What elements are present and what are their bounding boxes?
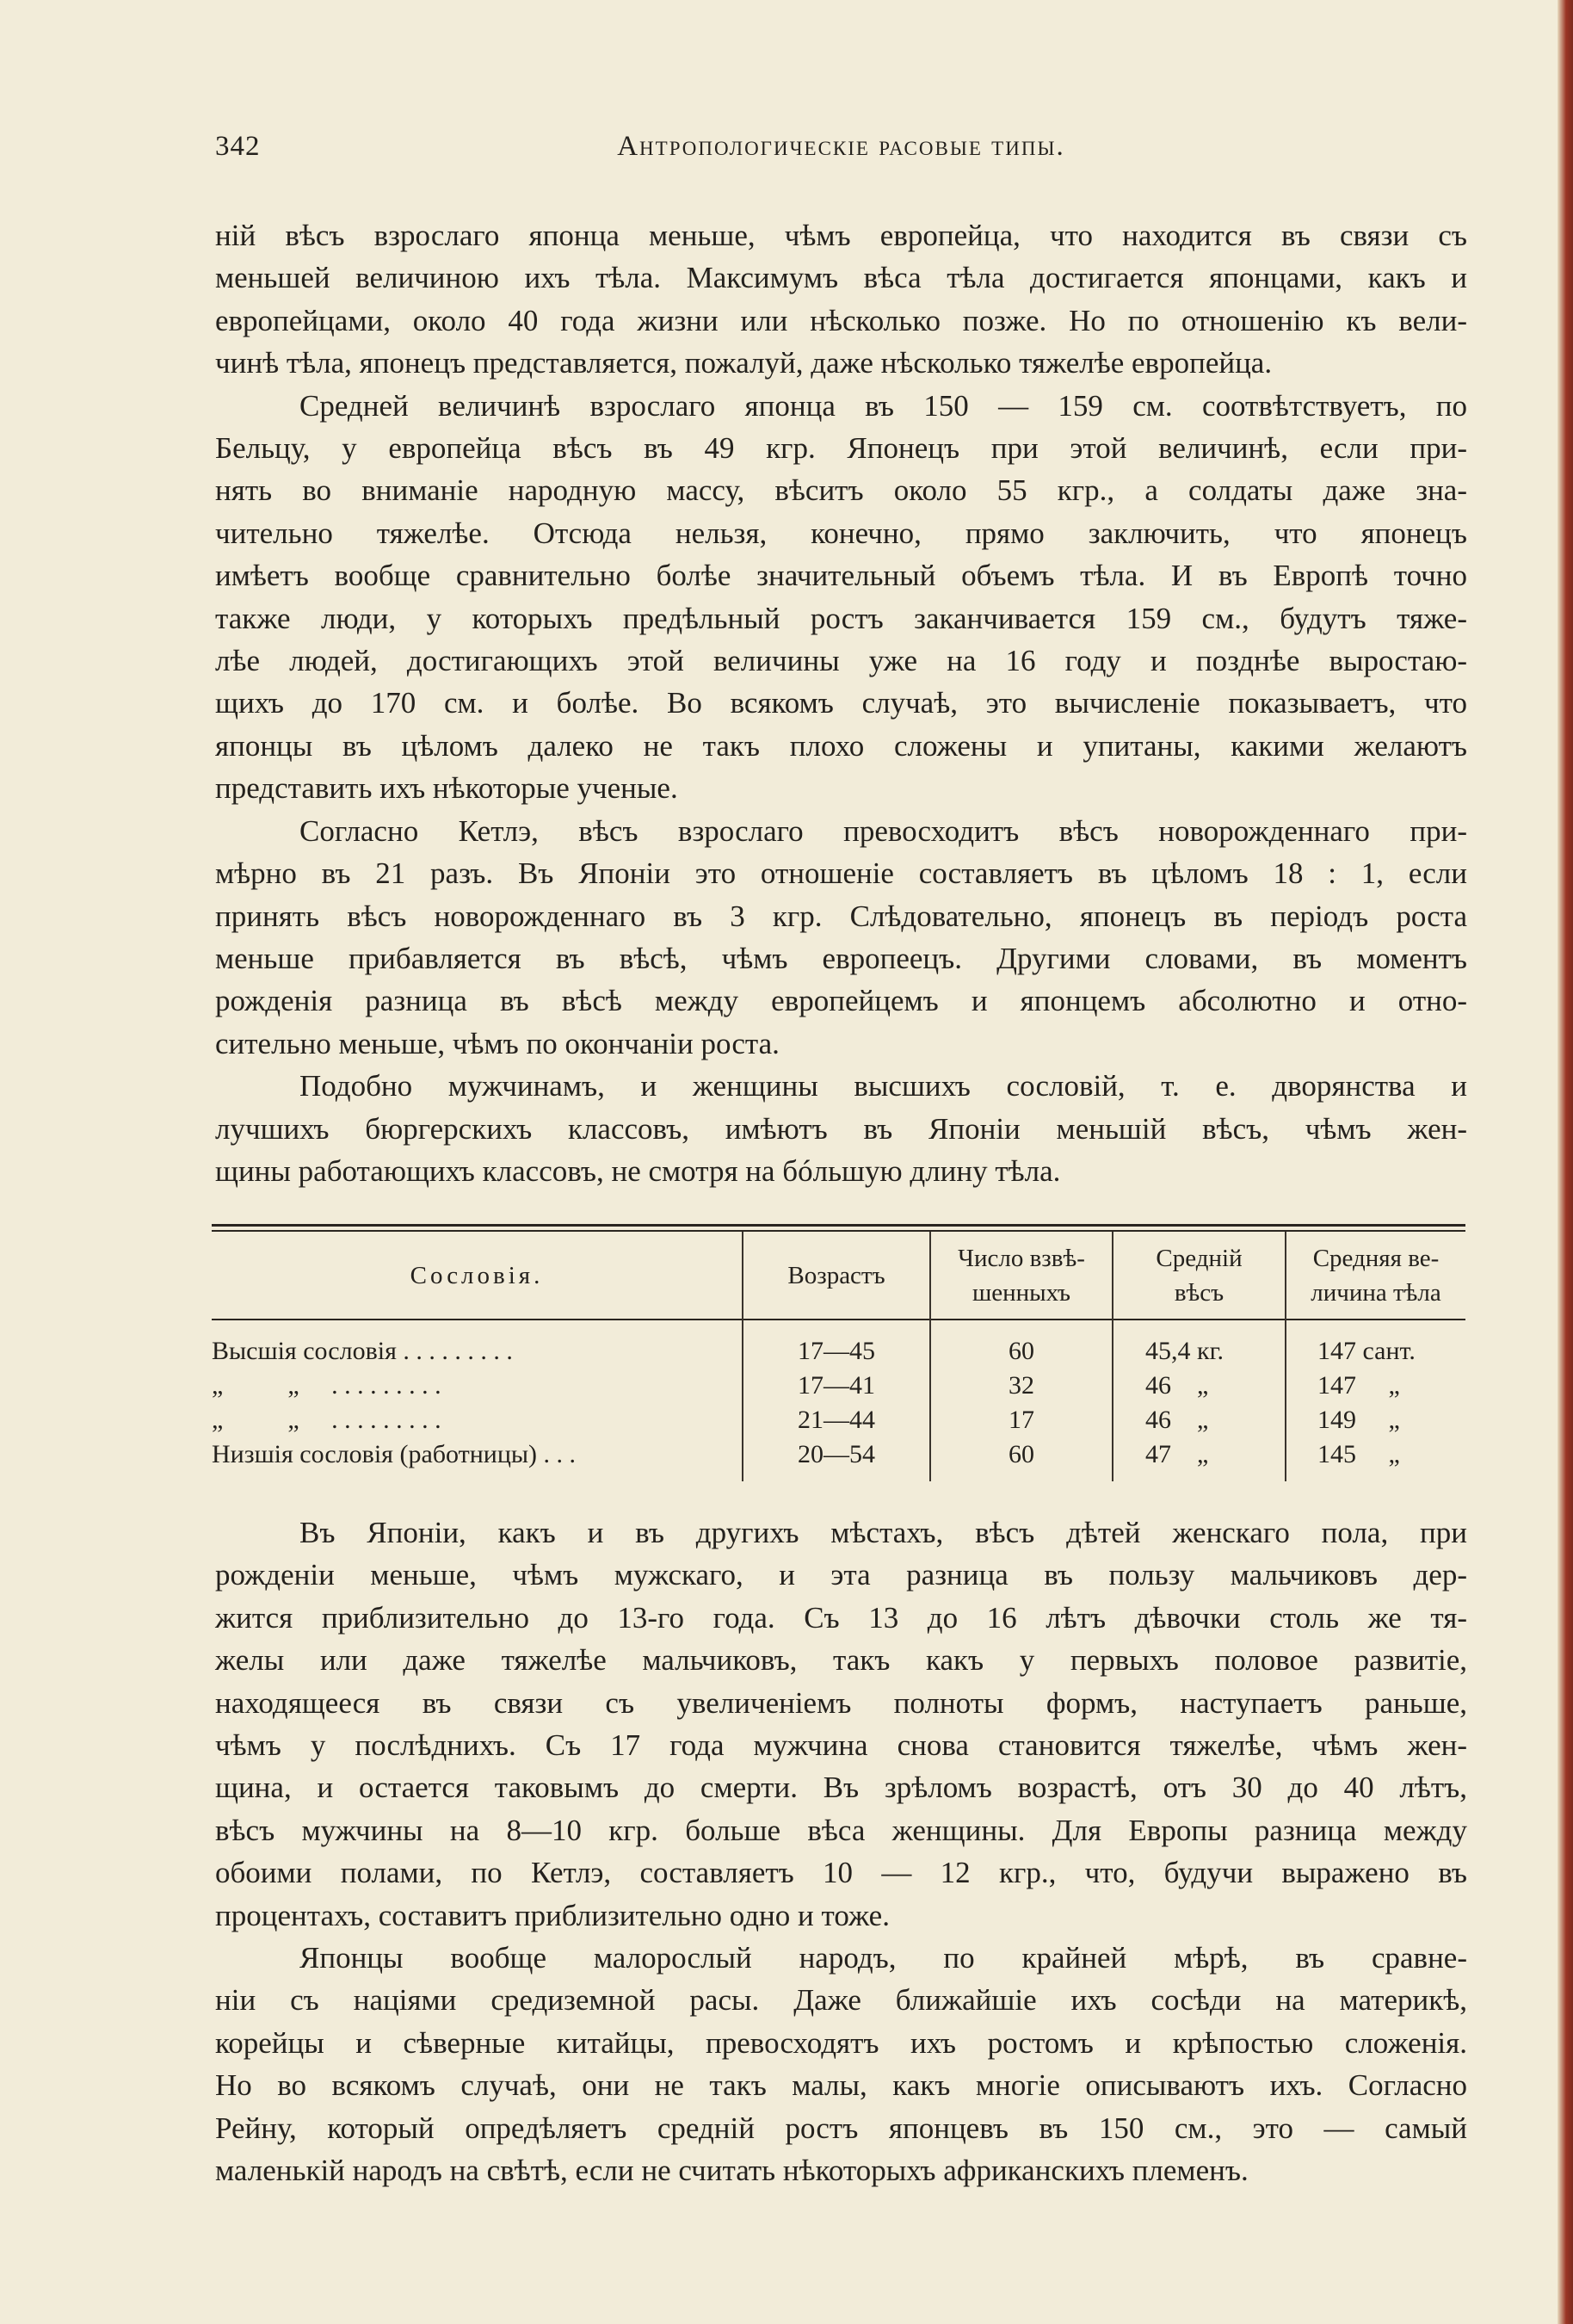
row-weight: 46 „: [1145, 1371, 1209, 1400]
text-line: маленькій народъ на свѣтѣ, если не считать нѣкоторыхъ африканскихъ племенъ.: [215, 2154, 1249, 2188]
paragraph: [215, 1937, 1467, 2191]
header-height: Средняя ве- личина тѣла: [1311, 1244, 1441, 1307]
text-line: ній вѣсъ взрослаго японца меньше, чѣмъ европейца, что находится въ связи съ: [215, 219, 1467, 252]
row-estate: „ „ . . . . . . . . .: [212, 1406, 441, 1434]
row-age: 17—41: [798, 1371, 875, 1400]
text-line: также люди, у которыхъ предѣльный ростъ заканчивается 159 см., будутъ тяже-: [215, 601, 1467, 635]
text-line: чѣмъ у послѣднихъ. Съ 17 года мужчина снова становится тяжелѣе, чѣмъ жен-: [215, 1728, 1467, 1763]
table-header-rule: [212, 1319, 1465, 1320]
text-line: чинѣ тѣла, японецъ представляется, пожалуй, даже нѣсколько тяжелѣе европейца.: [215, 346, 1273, 380]
text-line: рожденія разница въ вѣсѣ между европейцемъ и японцемъ абсолютно и отно-: [215, 984, 1467, 1018]
text-line: щины работающихъ классовъ, не смотря на бóльшую длину тѣла.: [215, 1153, 1061, 1188]
text-line: принять вѣсъ новорожденнаго въ 3 кгр. Слѣдовательно, японецъ въ періодъ роста: [215, 899, 1467, 933]
row-height: 149 „: [1317, 1406, 1400, 1434]
text-line: щихъ до 170 см. и болѣе. Во всякомъ случаѣ, это вычисленіе показываетъ, что: [215, 686, 1467, 720]
text-line: европейцами, около 40 года жизни или нѣсколько позже. Но по отношенію къ вели-: [215, 303, 1467, 337]
text-line: лучшихъ бюргерскихъ классовъ, имѣютъ въ Японіи меньшій вѣсъ, чѣмъ жен-: [215, 1111, 1467, 1146]
text-line: меньше прибавляется въ вѣсѣ, чѣмъ европеецъ. Другими словами, въ моментъ: [215, 941, 1467, 975]
running-title: Антропологическіе расовые типы.: [617, 131, 1065, 162]
row-estate: Низшія сословія (работницы) . . .: [212, 1440, 577, 1468]
row-count: 32: [1009, 1371, 1034, 1400]
row-height: 145 „: [1317, 1440, 1400, 1468]
text-line: жится приблизительно до 13-го года. Съ 13 до 16 лѣтъ дѣвочки столь же тя-: [215, 1600, 1467, 1635]
text-line: щина, и остается таковымъ до смерти. Въ зрѣломъ возрастѣ, отъ 30 до 40 лѣтъ,: [215, 1771, 1467, 1805]
row-count: 17: [1009, 1406, 1034, 1434]
paragraph: [215, 214, 1467, 385]
text-line: рожденіи меньше, чѣмъ мужскаго, и эта разница въ пользу мальчиковъ дер-: [215, 1558, 1467, 1592]
text-line: вѣсъ мужчины на 8—10 кгр. больше вѣса женщины. Для Европы разница между: [215, 1813, 1467, 1847]
header-weight: Средній вѣсъ: [1156, 1244, 1243, 1307]
running-head: [215, 121, 1467, 172]
header-estate: Сословія.: [410, 1261, 544, 1289]
paragraph: [215, 1511, 1467, 1937]
header-count: Число взвѣ- шенныхъ: [958, 1244, 1085, 1307]
row-height: 147 сант.: [1317, 1337, 1416, 1365]
text-line: лѣе людей, достигающихъ этой величины уже на 16 году и позднѣе выростаю-: [215, 644, 1467, 678]
row-age: 21—44: [798, 1406, 875, 1434]
row-estate: Высшія сословія . . . . . . . . .: [212, 1337, 513, 1365]
text-line: сительно меньше, чѣмъ по окончаніи роста.: [215, 1026, 780, 1060]
text-line: представить ихъ нѣкоторые ученые.: [215, 771, 678, 806]
text-line: Бельцу, у европейца вѣсъ въ 49 кгр. Японецъ при этой величинѣ, если при-: [215, 431, 1467, 466]
text-line: Но во всякомъ случаѣ, они не такъ малы, какъ многіе описываютъ ихъ. Согласно: [215, 2068, 1467, 2103]
text-line: находящееся въ связи съ увеличеніемъ полноты формъ, наступаетъ раньше,: [215, 1685, 1467, 1720]
text-line: чительно тяжелѣе. Отсюда нельзя, конечно, прямо заключить, что японецъ: [215, 516, 1467, 550]
text-line: ніи съ націями средиземной расы. Даже ближайшіе ихъ сосѣди на материкѣ,: [215, 1983, 1467, 2018]
row-age: 17—45: [798, 1337, 875, 1365]
text-line: процентахъ, составитъ приблизительно одно и тоже.: [215, 1898, 890, 1932]
paragraph: [215, 810, 1467, 1065]
header-age: Возрастъ: [787, 1261, 885, 1289]
paragraph: [215, 385, 1467, 810]
weight-table: [212, 1224, 1465, 1491]
text-line: Средней величинѣ взрослаго японца въ 150 — 159 см. соотвѣтствуетъ, по: [299, 388, 1467, 423]
text-line: желы или даже тяжелѣе мальчиковъ, такъ какъ у первыхъ половое развитіе,: [215, 1643, 1467, 1678]
text-line: японцы въ цѣломъ далеко не такъ плохо сложены и упитаны, какими желаютъ: [215, 728, 1467, 763]
row-estate: „ „ . . . . . . . . .: [212, 1371, 441, 1400]
row-age: 20—54: [798, 1440, 875, 1468]
paragraph: [215, 1065, 1467, 1192]
page-number: 342: [215, 131, 261, 162]
text-before-table: [215, 214, 1467, 1192]
text-line: нять во вниманіе народную массу, вѣситъ около 55 кгр., а солдаты даже зна-: [215, 473, 1467, 508]
row-count: 60: [1009, 1440, 1034, 1468]
row-weight: 46 „: [1145, 1406, 1209, 1434]
row-count: 60: [1009, 1337, 1034, 1365]
row-height: 147 „: [1317, 1371, 1400, 1400]
text-line: меньшей величиною ихъ тѣла. Максимумъ вѣса тѣла достигается японцами, какъ и: [215, 261, 1467, 295]
text-line: имѣетъ вообще сравнительно болѣе значительный объемъ тѣла. И въ Европѣ точно: [215, 559, 1467, 593]
text-after-table: [215, 1511, 1467, 2192]
text-line: мѣрно въ 21 разъ. Въ Японіи это отношеніе составляетъ въ цѣломъ 18 : 1, если: [215, 856, 1467, 891]
text-line: обоими полами, по Кетлэ, составляетъ 10 — 12 кгр., что, будучи выражено въ: [215, 1856, 1467, 1890]
text-line: Въ Японіи, какъ и въ другихъ мѣстахъ, вѣсъ дѣтей женскаго пола, при: [299, 1516, 1467, 1549]
row-weight: 45,4 кг.: [1145, 1337, 1224, 1365]
row-weight: 47 „: [1145, 1440, 1209, 1468]
text-line: Согласно Кетлэ, вѣсъ взрослаго превосходитъ вѣсъ новорожденнаго при-: [299, 813, 1467, 848]
table-top-rule: [212, 1224, 1465, 1227]
text-line: Японцы вообще малорослый народъ, по крайней мѣрѣ, въ сравне-: [299, 1941, 1467, 1975]
text-line: корейцы и сѣверные китайцы, превосходятъ ихъ ростомъ и крѣпостью сложенія.: [215, 2025, 1467, 2060]
text-line: Рейну, который опредѣляетъ средній ростъ японцевъ въ 150 см., это — самый: [215, 2111, 1467, 2145]
text-line: Подобно мужчинамъ, и женщины высшихъ сословій, т. е. дворянства и: [299, 1069, 1467, 1103]
